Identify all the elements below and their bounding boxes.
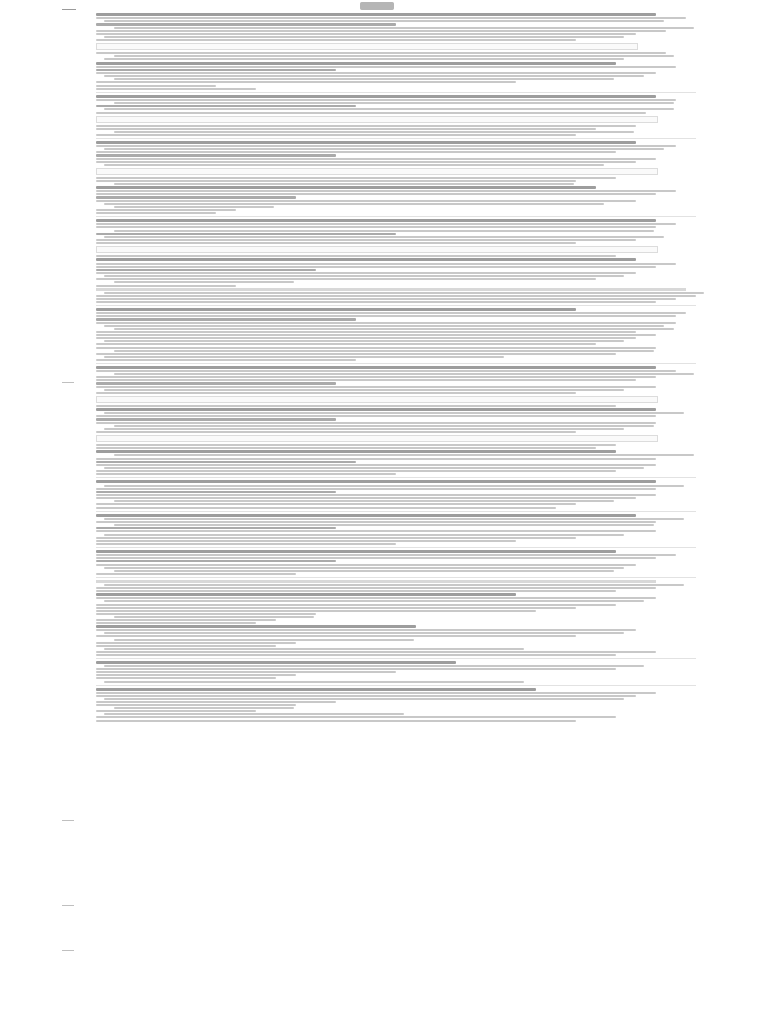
text-line bbox=[96, 81, 516, 83]
text-line bbox=[96, 635, 576, 637]
separator bbox=[96, 305, 696, 306]
section-heading bbox=[96, 450, 616, 453]
text-line bbox=[96, 347, 656, 349]
text-line bbox=[96, 422, 656, 424]
separator bbox=[96, 138, 696, 139]
text-line bbox=[96, 278, 596, 280]
text-line bbox=[114, 183, 574, 185]
text-line bbox=[96, 415, 656, 417]
text-line bbox=[114, 454, 694, 456]
margin-tick bbox=[62, 820, 74, 821]
text-line bbox=[96, 52, 666, 54]
text-line bbox=[96, 17, 686, 19]
text-line bbox=[104, 203, 604, 205]
text-line bbox=[96, 128, 596, 130]
text-line bbox=[96, 604, 616, 606]
text-line bbox=[104, 236, 664, 238]
text-line bbox=[96, 543, 396, 545]
text-line bbox=[96, 177, 616, 179]
text-line bbox=[114, 102, 674, 104]
highlighted-paragraph bbox=[96, 580, 656, 583]
text-line bbox=[96, 39, 576, 41]
text-line bbox=[96, 145, 676, 147]
text-line bbox=[96, 431, 576, 433]
text-line bbox=[96, 242, 576, 244]
text-line bbox=[96, 209, 236, 211]
text-line bbox=[96, 692, 656, 694]
section-heading bbox=[96, 550, 616, 553]
text-line bbox=[96, 521, 656, 523]
text-line bbox=[104, 148, 664, 150]
text-line bbox=[114, 524, 654, 526]
activity-heading bbox=[96, 382, 336, 384]
activity-heading bbox=[96, 318, 356, 320]
text-line bbox=[104, 518, 684, 520]
separator bbox=[96, 363, 696, 364]
text-line bbox=[96, 464, 656, 466]
text-line bbox=[96, 392, 576, 394]
text-line bbox=[104, 600, 644, 602]
text-line bbox=[104, 681, 524, 683]
header-tick bbox=[62, 9, 76, 10]
highlighted-paragraph bbox=[96, 288, 686, 291]
text-line bbox=[104, 389, 624, 391]
answer-box bbox=[96, 43, 638, 50]
worksheet-body bbox=[96, 12, 696, 723]
text-line bbox=[96, 677, 276, 679]
text-line bbox=[114, 230, 654, 232]
text-line bbox=[96, 85, 216, 87]
margin-tick bbox=[62, 905, 74, 906]
section-heading bbox=[96, 258, 636, 261]
section-heading bbox=[96, 141, 636, 144]
separator bbox=[96, 577, 696, 578]
text-line bbox=[114, 131, 634, 133]
text-line bbox=[104, 108, 674, 110]
text-line bbox=[96, 642, 296, 644]
activity-heading bbox=[96, 196, 296, 198]
text-line bbox=[114, 616, 314, 618]
text-line bbox=[96, 629, 636, 631]
text-line bbox=[96, 223, 676, 225]
activity-heading bbox=[96, 418, 336, 420]
text-line bbox=[96, 607, 576, 609]
text-line bbox=[96, 610, 536, 612]
text-line bbox=[96, 716, 616, 718]
text-line bbox=[96, 263, 676, 265]
text-line bbox=[96, 190, 676, 192]
text-line bbox=[96, 315, 676, 317]
text-line bbox=[104, 340, 624, 342]
text-line bbox=[96, 458, 656, 460]
text-line bbox=[104, 36, 624, 38]
section-heading bbox=[96, 408, 656, 411]
text-line bbox=[96, 488, 656, 490]
text-line bbox=[96, 72, 656, 74]
activity-heading bbox=[96, 560, 336, 562]
activity-heading bbox=[96, 461, 356, 463]
activity-heading bbox=[96, 23, 396, 25]
text-line bbox=[114, 500, 614, 502]
text-line bbox=[96, 530, 656, 532]
text-line bbox=[96, 370, 676, 372]
text-line bbox=[96, 613, 316, 615]
section-heading bbox=[96, 62, 616, 65]
section-heading bbox=[96, 219, 656, 222]
text-line bbox=[96, 193, 656, 195]
header-logo bbox=[360, 2, 394, 10]
text-line bbox=[96, 710, 256, 712]
margin-tick bbox=[62, 382, 74, 383]
text-line bbox=[96, 337, 636, 339]
text-line bbox=[96, 654, 616, 656]
text-line bbox=[96, 619, 276, 621]
text-line bbox=[96, 200, 636, 202]
text-line bbox=[96, 161, 636, 163]
activity-heading bbox=[96, 233, 396, 235]
text-line bbox=[96, 622, 256, 624]
text-line bbox=[114, 570, 614, 572]
text-line bbox=[96, 212, 216, 214]
separator bbox=[96, 216, 696, 217]
text-line bbox=[96, 255, 616, 257]
text-line bbox=[96, 720, 576, 722]
text-line bbox=[96, 88, 256, 90]
text-line bbox=[96, 99, 676, 101]
text-line bbox=[96, 386, 656, 388]
text-line bbox=[96, 701, 336, 703]
text-line bbox=[104, 58, 624, 60]
text-line bbox=[104, 356, 504, 358]
text-line bbox=[96, 597, 656, 599]
text-line bbox=[114, 27, 694, 29]
text-line bbox=[104, 467, 644, 469]
text-line bbox=[96, 554, 676, 556]
activity-heading bbox=[96, 527, 336, 529]
text-line bbox=[104, 275, 624, 277]
text-line bbox=[96, 447, 596, 449]
text-line bbox=[96, 285, 236, 287]
text-line bbox=[104, 567, 624, 569]
text-line bbox=[104, 632, 624, 634]
text-line bbox=[104, 20, 664, 22]
answer-box bbox=[96, 246, 658, 253]
activity-heading bbox=[96, 69, 336, 71]
text-line bbox=[96, 322, 676, 324]
answer-box bbox=[96, 396, 658, 403]
text-line bbox=[114, 206, 274, 208]
text-line bbox=[114, 328, 674, 330]
text-line bbox=[114, 281, 294, 283]
text-line bbox=[114, 639, 414, 641]
text-line bbox=[96, 674, 296, 676]
text-line bbox=[114, 78, 614, 80]
section-heading bbox=[96, 308, 576, 311]
text-line bbox=[96, 573, 296, 575]
text-line bbox=[96, 134, 576, 136]
text-line bbox=[114, 350, 654, 352]
margin-tick bbox=[62, 950, 74, 951]
text-line bbox=[96, 66, 676, 68]
section-heading bbox=[96, 366, 656, 369]
text-line bbox=[104, 485, 684, 487]
text-line bbox=[104, 428, 624, 430]
section-heading bbox=[96, 688, 536, 691]
text-line bbox=[96, 503, 576, 505]
separator bbox=[96, 547, 696, 548]
separator bbox=[96, 511, 696, 512]
text-line bbox=[96, 668, 616, 670]
text-line bbox=[96, 301, 656, 303]
text-line bbox=[96, 334, 656, 336]
section-heading bbox=[96, 186, 596, 189]
text-line bbox=[96, 590, 616, 592]
text-line bbox=[96, 645, 276, 647]
text-line bbox=[114, 425, 654, 427]
text-line bbox=[96, 272, 636, 274]
text-line bbox=[96, 112, 646, 114]
text-line bbox=[114, 707, 294, 709]
text-line bbox=[96, 226, 656, 228]
answer-box bbox=[96, 168, 658, 175]
section-heading bbox=[96, 625, 416, 628]
text-line bbox=[96, 295, 696, 297]
section-heading bbox=[96, 593, 516, 596]
text-line bbox=[96, 239, 636, 241]
answer-box bbox=[96, 116, 658, 123]
text-line bbox=[96, 564, 636, 566]
text-line bbox=[96, 30, 666, 32]
text-line bbox=[96, 587, 656, 589]
text-line bbox=[96, 671, 396, 673]
text-line bbox=[96, 497, 636, 499]
text-line bbox=[96, 651, 656, 653]
text-line bbox=[96, 125, 636, 127]
text-line bbox=[96, 540, 516, 542]
text-line bbox=[104, 325, 664, 327]
text-line bbox=[104, 164, 604, 166]
activity-heading bbox=[96, 154, 336, 156]
section-heading bbox=[96, 661, 456, 664]
text-line bbox=[96, 359, 356, 361]
text-line bbox=[104, 584, 684, 586]
activity-heading bbox=[96, 269, 316, 271]
activity-heading bbox=[96, 105, 356, 107]
text-line bbox=[96, 343, 596, 345]
activity-heading bbox=[96, 491, 336, 493]
text-line bbox=[96, 353, 616, 355]
text-line bbox=[96, 405, 616, 407]
text-line bbox=[104, 292, 704, 294]
text-line bbox=[96, 266, 656, 268]
text-line bbox=[104, 713, 404, 715]
separator bbox=[96, 685, 696, 686]
answer-box bbox=[96, 435, 658, 442]
section-heading bbox=[96, 480, 656, 483]
text-line bbox=[96, 473, 396, 475]
text-line bbox=[114, 373, 694, 375]
text-line bbox=[96, 557, 656, 559]
text-line bbox=[96, 151, 616, 153]
text-line bbox=[114, 55, 674, 57]
text-line bbox=[96, 312, 686, 314]
separator bbox=[96, 658, 696, 659]
text-line bbox=[104, 75, 644, 77]
section-heading bbox=[96, 95, 656, 98]
text-line bbox=[96, 444, 616, 446]
text-line bbox=[96, 507, 556, 509]
text-line bbox=[96, 494, 656, 496]
separator bbox=[96, 92, 696, 93]
text-line bbox=[104, 665, 644, 667]
separator bbox=[96, 477, 696, 478]
text-line bbox=[96, 180, 576, 182]
text-line bbox=[96, 33, 636, 35]
section-heading bbox=[96, 13, 656, 16]
text-line bbox=[96, 158, 656, 160]
text-line bbox=[96, 704, 296, 706]
text-line bbox=[96, 537, 576, 539]
text-line bbox=[104, 648, 524, 650]
section-heading bbox=[96, 514, 636, 517]
text-line bbox=[96, 470, 616, 472]
text-line bbox=[96, 376, 656, 378]
text-line bbox=[104, 412, 684, 414]
text-line bbox=[96, 298, 676, 300]
text-line bbox=[96, 695, 636, 697]
text-line bbox=[96, 379, 636, 381]
text-line bbox=[104, 534, 624, 536]
text-line bbox=[96, 331, 636, 333]
text-line bbox=[104, 698, 624, 700]
